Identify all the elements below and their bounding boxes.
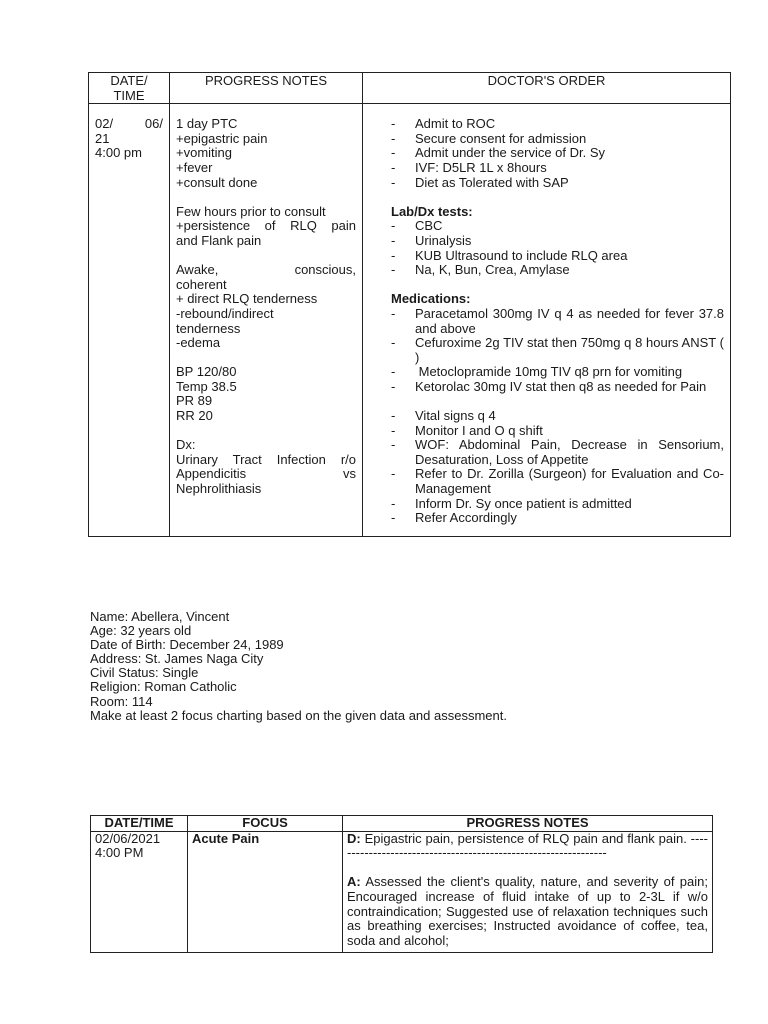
- list-item: - CBC: [391, 219, 724, 234]
- patient-age: Age: 32 years old: [90, 623, 192, 639]
- action-text: Assessed the client's quality, nature, and severity of pain; Encouraged increase of fluid intake of up to 2-3L if w/o contraindication; Suggested use of relaxation techniques such as breathing exercises; Instructed avoidance of coffee, tea, soda and alcohol;: [347, 874, 708, 948]
- note-line: and Flank pain: [176, 232, 262, 248]
- list-item: - Monitor I and O q shift: [391, 424, 724, 439]
- instruction-text: Make at least 2 focus charting based on the given data and assessment.: [90, 707, 507, 723]
- note-line: tenderness: [176, 320, 241, 336]
- note-line: Awake, conscious,: [176, 262, 356, 278]
- note-line: Urinary Tract Infection r/o: [176, 451, 356, 467]
- note-line: PR 89: [176, 393, 213, 409]
- list-item: - Cefuroxime 2g TIV stat then 750mg q 8 hours ANST ( ): [391, 336, 724, 365]
- note-line: +epigastric pain: [176, 130, 268, 146]
- list-item: - Refer Accordingly: [391, 511, 724, 526]
- note-block-diagnosis: [176, 438, 356, 496]
- focus-time: 4:00 PM: [95, 845, 144, 861]
- focus-notes-cell: [343, 831, 713, 952]
- header-date-time: DATE/TIME: [91, 816, 188, 832]
- focus-cell: [188, 831, 343, 952]
- list-item: - IVF: D5LR 1L x 8hours: [391, 161, 724, 176]
- patient-room: Room: 114: [90, 693, 153, 709]
- table-header-row: [89, 73, 731, 104]
- medications-title: Medications:: [391, 291, 471, 307]
- header-progress-notes: PROGRESS NOTES: [343, 816, 713, 832]
- note-block-history: [176, 205, 356, 249]
- date-line-1: 02/ 06/: [95, 116, 163, 132]
- list-item: - Na, K, Bun, Crea, Amylase: [391, 263, 724, 278]
- medications-list: [369, 307, 724, 395]
- header-date-time: DATE/ TIME: [89, 73, 170, 104]
- header-progress-notes: PROGRESS NOTES: [170, 73, 363, 104]
- patient-religion: Religion: Roman Catholic: [90, 679, 237, 695]
- note-line: Dx:: [176, 437, 196, 453]
- note-line: +fever: [176, 159, 213, 175]
- note-line: Appendicitis vs: [176, 466, 356, 482]
- list-item: - Secure consent for admission: [391, 132, 724, 147]
- list-item: - Refer to Dr. Zorilla (Surgeon) for Evaluation and Co-Management: [391, 467, 724, 496]
- patient-name: Name: Abellera, Vincent: [90, 609, 230, 624]
- note-line: + direct RLQ tenderness: [176, 291, 318, 307]
- focus-charting-table: [90, 815, 713, 953]
- action-label: A:: [347, 874, 361, 890]
- note-line: RR 20: [176, 408, 213, 424]
- action-note: [347, 875, 708, 948]
- spacer: [347, 861, 708, 876]
- table-row: [91, 831, 713, 952]
- data-label: D:: [347, 831, 361, 846]
- other-orders-list: [369, 409, 724, 526]
- patient-info: [90, 610, 507, 723]
- list-item: - Inform Dr. Sy once patient is admitted: [391, 497, 724, 512]
- note-line: Few hours prior to consult: [176, 203, 326, 219]
- list-item: - Admit under the service of Dr. Sy: [391, 146, 724, 161]
- data-text: Epigastric pain, persistence of RLQ pain and flank pain. ----------------------------------------------------------------: [347, 831, 708, 861]
- list-item: - KUB Ultrasound to include RLQ area: [391, 249, 724, 264]
- progress-notes-cell: [170, 104, 363, 537]
- focus-label: Acute Pain: [192, 830, 260, 846]
- list-item: - Urinalysis: [391, 234, 724, 249]
- list-item: - Diet as Tolerated with SAP: [391, 176, 724, 191]
- note-line: Nephrolithiasis: [176, 481, 262, 497]
- note-block-complaints: [176, 117, 356, 190]
- focus-date: 02/06/2021: [95, 830, 161, 846]
- focus-date-cell: [91, 831, 188, 952]
- doctors-order-cell: [363, 104, 731, 537]
- list-item: - Vital signs q 4: [391, 409, 724, 424]
- note-line: +persistence of RLQ pain: [176, 218, 356, 234]
- table-row: [89, 104, 731, 537]
- list-item: - Ketorolac 30mg IV stat then q8 as needed for Pain: [391, 380, 724, 395]
- note-line: +consult done: [176, 174, 258, 190]
- date-time-cell: [89, 104, 170, 537]
- patient-dob: Date of Birth: December 24, 1989: [90, 637, 284, 653]
- patient-civil-status: Civil Status: Single: [90, 665, 199, 681]
- date-line-2: 21: [95, 130, 110, 146]
- list-item: - WOF: Abdominal Pain, Decrease in Sensorium, Desaturation, Loss of Appetite: [391, 438, 724, 467]
- data-note: [347, 832, 708, 861]
- note-line: +vomiting: [176, 145, 232, 161]
- list-item: - Admit to ROC: [391, 117, 724, 132]
- list-item: - Metoclopramide 10mg TIV q8 prn for vomiting: [391, 365, 724, 380]
- header-focus: FOCUS: [188, 816, 343, 832]
- spacer: [369, 394, 724, 409]
- lab-tests-title: Lab/Dx tests:: [391, 203, 473, 219]
- note-line: -rebound/indirect: [176, 305, 274, 321]
- time-text: 4:00 pm: [95, 145, 142, 161]
- note-line: 1 day PTC: [176, 116, 238, 132]
- header-doctors-order: DOCTOR'S ORDER: [363, 73, 731, 104]
- note-line: -edema: [176, 335, 221, 351]
- patient-address: Address: St. James Naga City: [90, 651, 264, 667]
- note-line: Temp 38.5: [176, 378, 237, 394]
- list-item: - Paracetamol 300mg IV q 4 as needed for fever 37.8 and above: [391, 307, 724, 336]
- note-block-assessment: [176, 263, 356, 351]
- lab-tests-list: [369, 219, 724, 277]
- table-header-row: [91, 816, 713, 832]
- doctors-order-table: [88, 72, 731, 537]
- note-line: BP 120/80: [176, 364, 237, 380]
- note-line: coherent: [176, 276, 227, 292]
- note-block-vitals: [176, 365, 356, 423]
- initial-orders-list: [369, 117, 724, 190]
